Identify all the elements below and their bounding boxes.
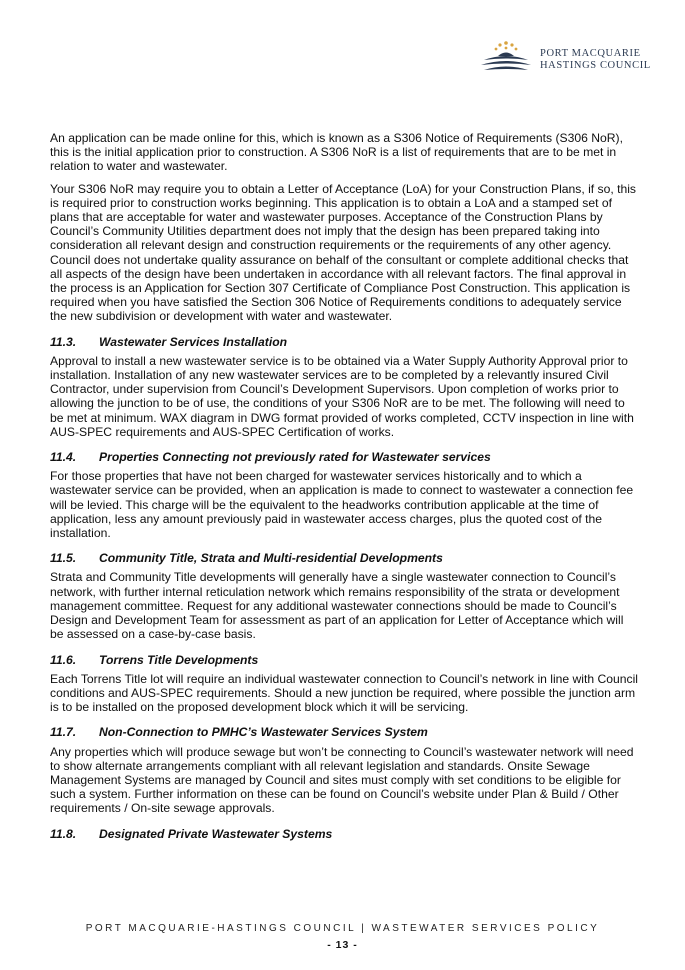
section-text: Any properties which will produce sewage but won’t be connecting to Council’s wastewater network will need to show alternate arrangements compliant with all relevant legislation and standards. Onsite Sewage Management Systems are managed by Council and sites must comply with set conditions to be eligible for such a system. Further information on these can be found on Council’s website under Plan & Build / Other requirements / On-site sewage approvals. xyxy=(50,744,634,816)
section-number: 11.8. xyxy=(50,826,77,841)
section-text: Strata and Community Title developments will generally have a single wastewater connection to Council’s network, with further internal reticulation network which remains responsibility of the strata or development management committee. Request for any additional wastewater connections should be made to Council’s Design and Development Team for assessment as part of an application for Letter of Acceptance which will be assessed on a case-by-case basis. xyxy=(50,570,624,642)
council-logo-mark-icon xyxy=(478,40,534,76)
section-number: 11.3. xyxy=(50,334,77,349)
section-title: Properties Connecting not previously rated for Wastewater services xyxy=(99,450,491,465)
paragraph: Your S306 NoR may require you to obtain a Letter of Acceptance (LoA) for your Construction Plans, if so, this is required prior to construction works beginning. This application is to obtain a LoA and a stamped set of plans that are acceptable for water and wastewater purposes. Acceptance of the Construction Plans by Council’s Community Utilities department does not imply that the design has been prepared taking into consideration all relevant design and construction requirements or the requirements of any other agency. Council does not undertake quality assurance on behalf of the consultant or complete additional checks that all aspects of the design have been undertaken in accordance with all relevant factors. The final approval in the process is an Application for Section 307 Certificate of Compliance Post Construction. This application is required when you have satisfied the Section 306 Notice of Requirements conditions to adequately service the new subdivision or development with water and wastewater. xyxy=(50,181,636,324)
page-number: - 13 - xyxy=(327,939,358,951)
body-content xyxy=(50,131,638,846)
section-heading xyxy=(50,551,638,565)
paragraph: An application can be made online for this, which is known as a S306 Notice of Requirements (S306 NoR), this is the initial application prior to construction. A S306 NoR is a list of requirements that are to be met in relation to water and wastewater. xyxy=(50,131,623,174)
council-logo-text xyxy=(540,48,651,72)
section-heading xyxy=(50,827,638,841)
section-heading xyxy=(50,335,638,349)
section-title: Wastewater Services Installation xyxy=(99,334,288,349)
section-number: 11.6. xyxy=(50,652,77,667)
section-text: Each Torrens Title lot will require an individual wastewater connection to Council’s network in line with Council conditions and AUS-SPEC requirements. Should a new junction be required, where possible the junction arm is to be installed on the proposed development block which it will be servicing. xyxy=(50,671,638,715)
section-heading xyxy=(50,725,638,739)
logo-line-1: PORT MACQUARIE xyxy=(540,48,641,59)
section-text: Approval to install a new wastewater service is to be obtained via a Water Supply Authority Approval prior to installation. Installation of any new wastewater services are to be completed by a relevantly insured Civil Contractor, under supervision from Council’s Development Supervisors. Upon completion of works prior to allowing the junction to be of use, the conditions of your S306 NoR are to be met. The following will need to be met at minimum. WAX diagram in DWG format provided of works completed, CCTV inspection in line with AUS-SPEC requirements and AUS-SPEC Certification of works. xyxy=(50,353,634,439)
section-text: For those properties that have not been charged for wastewater services historically and to which a wastewater service can be provided, when an application is made to connect to wastewater a connection fee will be levied. This charge will be the equivalent to the headworks contribution applicable at the time of application, less any amount previously paid in wastewater access charges, plus the quoted cost of the installation. xyxy=(50,469,634,541)
page-footer: PORT MACQUARIE-HASTINGS COUNCIL | WASTEWATER SERVICES POLICY xyxy=(85,923,600,934)
section-title: Community Title, Strata and Multi-residential Developments xyxy=(99,551,443,566)
section-title: Non-Connection to PMHC’s Wastewater Services System xyxy=(99,725,428,740)
section-number: 11.5. xyxy=(50,551,77,566)
council-logo xyxy=(478,40,651,80)
section-number: 11.4. xyxy=(50,450,77,465)
section-number: 11.7. xyxy=(50,725,77,740)
section-title: Torrens Title Developments xyxy=(99,652,259,667)
section-heading xyxy=(50,653,638,667)
logo-line-2: HASTINGS COUNCIL xyxy=(540,60,651,71)
section-title: Designated Private Wastewater Systems xyxy=(99,826,333,841)
section-heading xyxy=(50,450,638,464)
